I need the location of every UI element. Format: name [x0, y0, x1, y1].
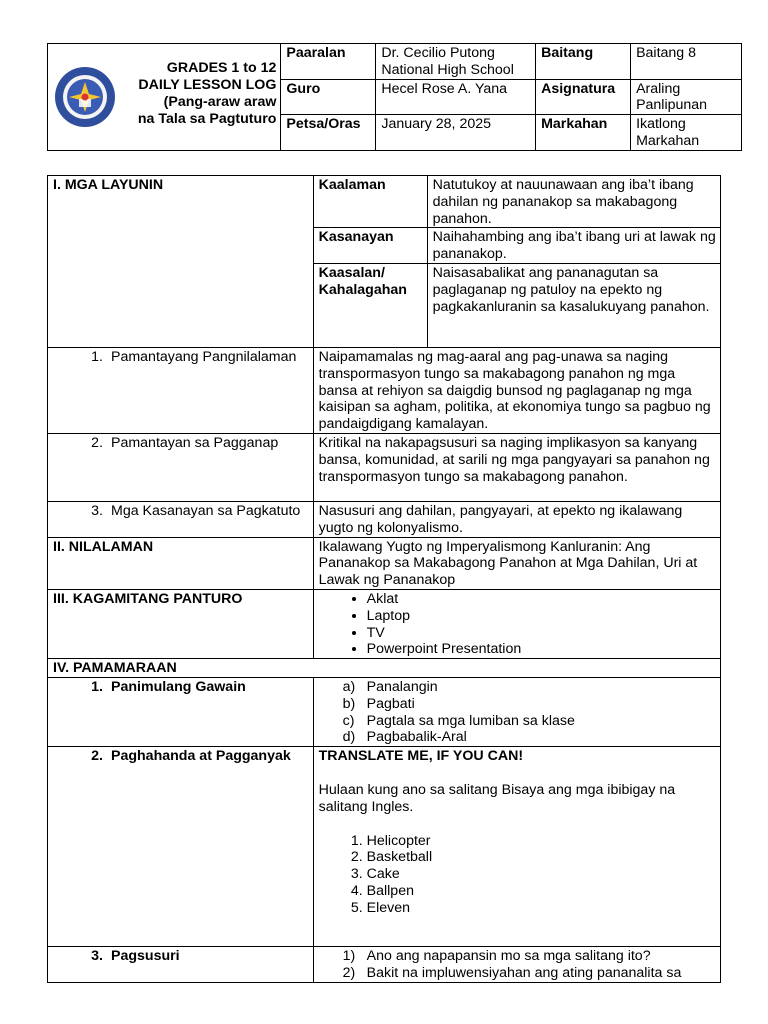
standard-1-label-cell — [48, 347, 314, 433]
content-heading: II. NILALAMAN — [48, 537, 314, 589]
list-item: • Laptop — [367, 608, 716, 625]
teacher-value: Hecel Rose A. Yana — [376, 79, 536, 115]
knowledge-text: Natutukoy at nauunawaan ang iba’t ibang dahilan ng pananakop sa makabagong panahon. — [427, 176, 720, 228]
deped-seal-logo — [54, 66, 116, 128]
lesson-log-title — [138, 60, 277, 128]
list-item: Pagtala sa mga lumiban sa klase — [366, 712, 575, 729]
list-item: • Powerpoint Presentation — [367, 641, 716, 658]
step-1-label: Panimulang Gawain — [111, 678, 246, 695]
content-text: Ikalawang Yugto ng Imperyalismong Kanluranin: Ang Pananakop sa Makabagong Panahon at Mga Dahilan, Uri at Lawak ng Pananakop — [313, 537, 720, 589]
standard-3-label-cell — [48, 501, 314, 537]
step-2-cell — [313, 747, 720, 947]
grade-value: Baitang 8 — [631, 44, 742, 80]
subject-value: Araling Panlipunan — [631, 79, 742, 115]
knowledge-label: Kaalaman — [313, 176, 427, 228]
step-1-label-cell — [48, 677, 314, 746]
materials-list — [319, 591, 716, 658]
step-1-list — [319, 679, 716, 746]
standard-3-num: 3. — [91, 502, 103, 519]
values-label: Kaasalan/ Kahalagahan — [313, 263, 427, 347]
step-3-label-cell — [48, 947, 314, 983]
standard-2-label-cell — [48, 433, 314, 501]
title-line-1: GRADES 1 to 12 — [166, 60, 277, 76]
standard-2-num: 2. — [91, 434, 103, 451]
standard-3-text: Nasusuri ang dahilan, pangyayari, at epekto ng ikalawang yugto ng kolonyalismo. — [313, 501, 720, 537]
list-item: 1. Helicopter — [367, 833, 716, 850]
standard-1-label: Pamantayang Pangnilalaman — [111, 348, 297, 365]
list-item: • TV — [367, 625, 716, 642]
materials-heading: III. KAGAMITANG PANTURO — [48, 589, 314, 658]
title-line-2: DAILY LESSON LOG — [138, 77, 277, 93]
teacher-label: Guro — [281, 79, 376, 115]
list-item: 5. Eleven — [367, 900, 716, 917]
date-label: Petsa/Oras — [281, 115, 376, 151]
list-item: Pagbati — [366, 695, 415, 712]
procedure-heading: IV. PAMAMARAAN — [48, 659, 721, 678]
list-item: 2. Basketball — [367, 849, 716, 866]
skills-text: Naihahambing ang iba’t ibang uri at lawak ng pananakop. — [427, 228, 720, 264]
title-cell — [48, 44, 281, 151]
list-item: Ano ang napapansin mo sa mga salitang ito? — [366, 948, 651, 965]
header-table — [47, 43, 742, 151]
list-item: Pagbabalik-Aral — [366, 729, 467, 746]
lesson-table — [47, 175, 721, 983]
standard-2-label: Pamantayan sa Pagganap — [111, 434, 279, 451]
quarter-label: Markahan — [536, 115, 631, 151]
materials-cell — [313, 589, 720, 658]
grade-label: Baitang — [536, 44, 631, 80]
step-1-num: 1. — [91, 678, 103, 695]
subject-label: Asignatura — [536, 79, 631, 115]
step-3-label: Pagsusuri — [111, 948, 180, 965]
school-label: Paaralan — [281, 44, 376, 80]
list-item: Bakit na impluwensiyahan ang ating pananalita sa — [366, 964, 682, 981]
standard-1-text: Naipamamalas ng mag-aaral ang pag-unawa sa naging transpormasyon tungo sa makabagong panahon ng mga bansa at rehiyon sa daigdig bunsod ng paglaganap ng mga kaisipan sa agham, politika, at ekonomiya tungo sa pagbuo ng pandaigdigang kamalayan. — [313, 347, 720, 433]
step-2-label-cell — [48, 747, 314, 947]
skills-label: Kasanayan — [313, 228, 427, 264]
list-item: • Aklat — [367, 591, 716, 608]
word-list — [319, 833, 716, 917]
standard-1-num: 1. — [91, 348, 103, 365]
question-list — [319, 948, 716, 982]
step-3-num: 3. — [91, 948, 103, 965]
list-item: 3. Cake — [367, 866, 716, 883]
step-2-label: Paghahanda at Pagganyak — [111, 748, 291, 765]
list-item: 4. Ballpen — [367, 883, 716, 900]
quarter-value: Ikatlong Markahan — [631, 115, 742, 151]
objectives-heading: I. MGA LAYUNIN — [48, 176, 314, 348]
list-item: Panalangin — [366, 678, 438, 695]
title-line-4: na Tala sa Pagtuturo — [137, 111, 277, 127]
step-2-num: 2. — [91, 748, 103, 765]
step-1-cell — [313, 677, 720, 746]
values-text: Naisasabalikat ang pananagutan sa paglaganap ng patuloy na epekto ng pagkakanluranin sa kasalukuyang panahon. — [427, 263, 720, 347]
activity-instruction: Hulaan kung ano sa salitang Bisaya ang mga ibibigay na salitang Ingles. — [318, 781, 676, 815]
school-value: Dr. Cecilio Putong National High School — [376, 44, 536, 80]
standard-3-label: Mga Kasanayan sa Pagkatuto — [111, 502, 301, 519]
step-3-cell — [313, 947, 720, 983]
activity-title: TRANSLATE ME, IF YOU CAN! — [318, 748, 524, 765]
standard-2-text: Kritikal na nakapagsusuri sa naging implikasyon sa kanyang bansa, komunidad, at sarili ng mga pangyayari sa panahon ng transpormasyon tungo sa makabagong panahon. — [313, 433, 720, 501]
date-value: January 28, 2025 — [376, 115, 536, 151]
title-line-3: (Pang-araw araw — [163, 94, 277, 110]
